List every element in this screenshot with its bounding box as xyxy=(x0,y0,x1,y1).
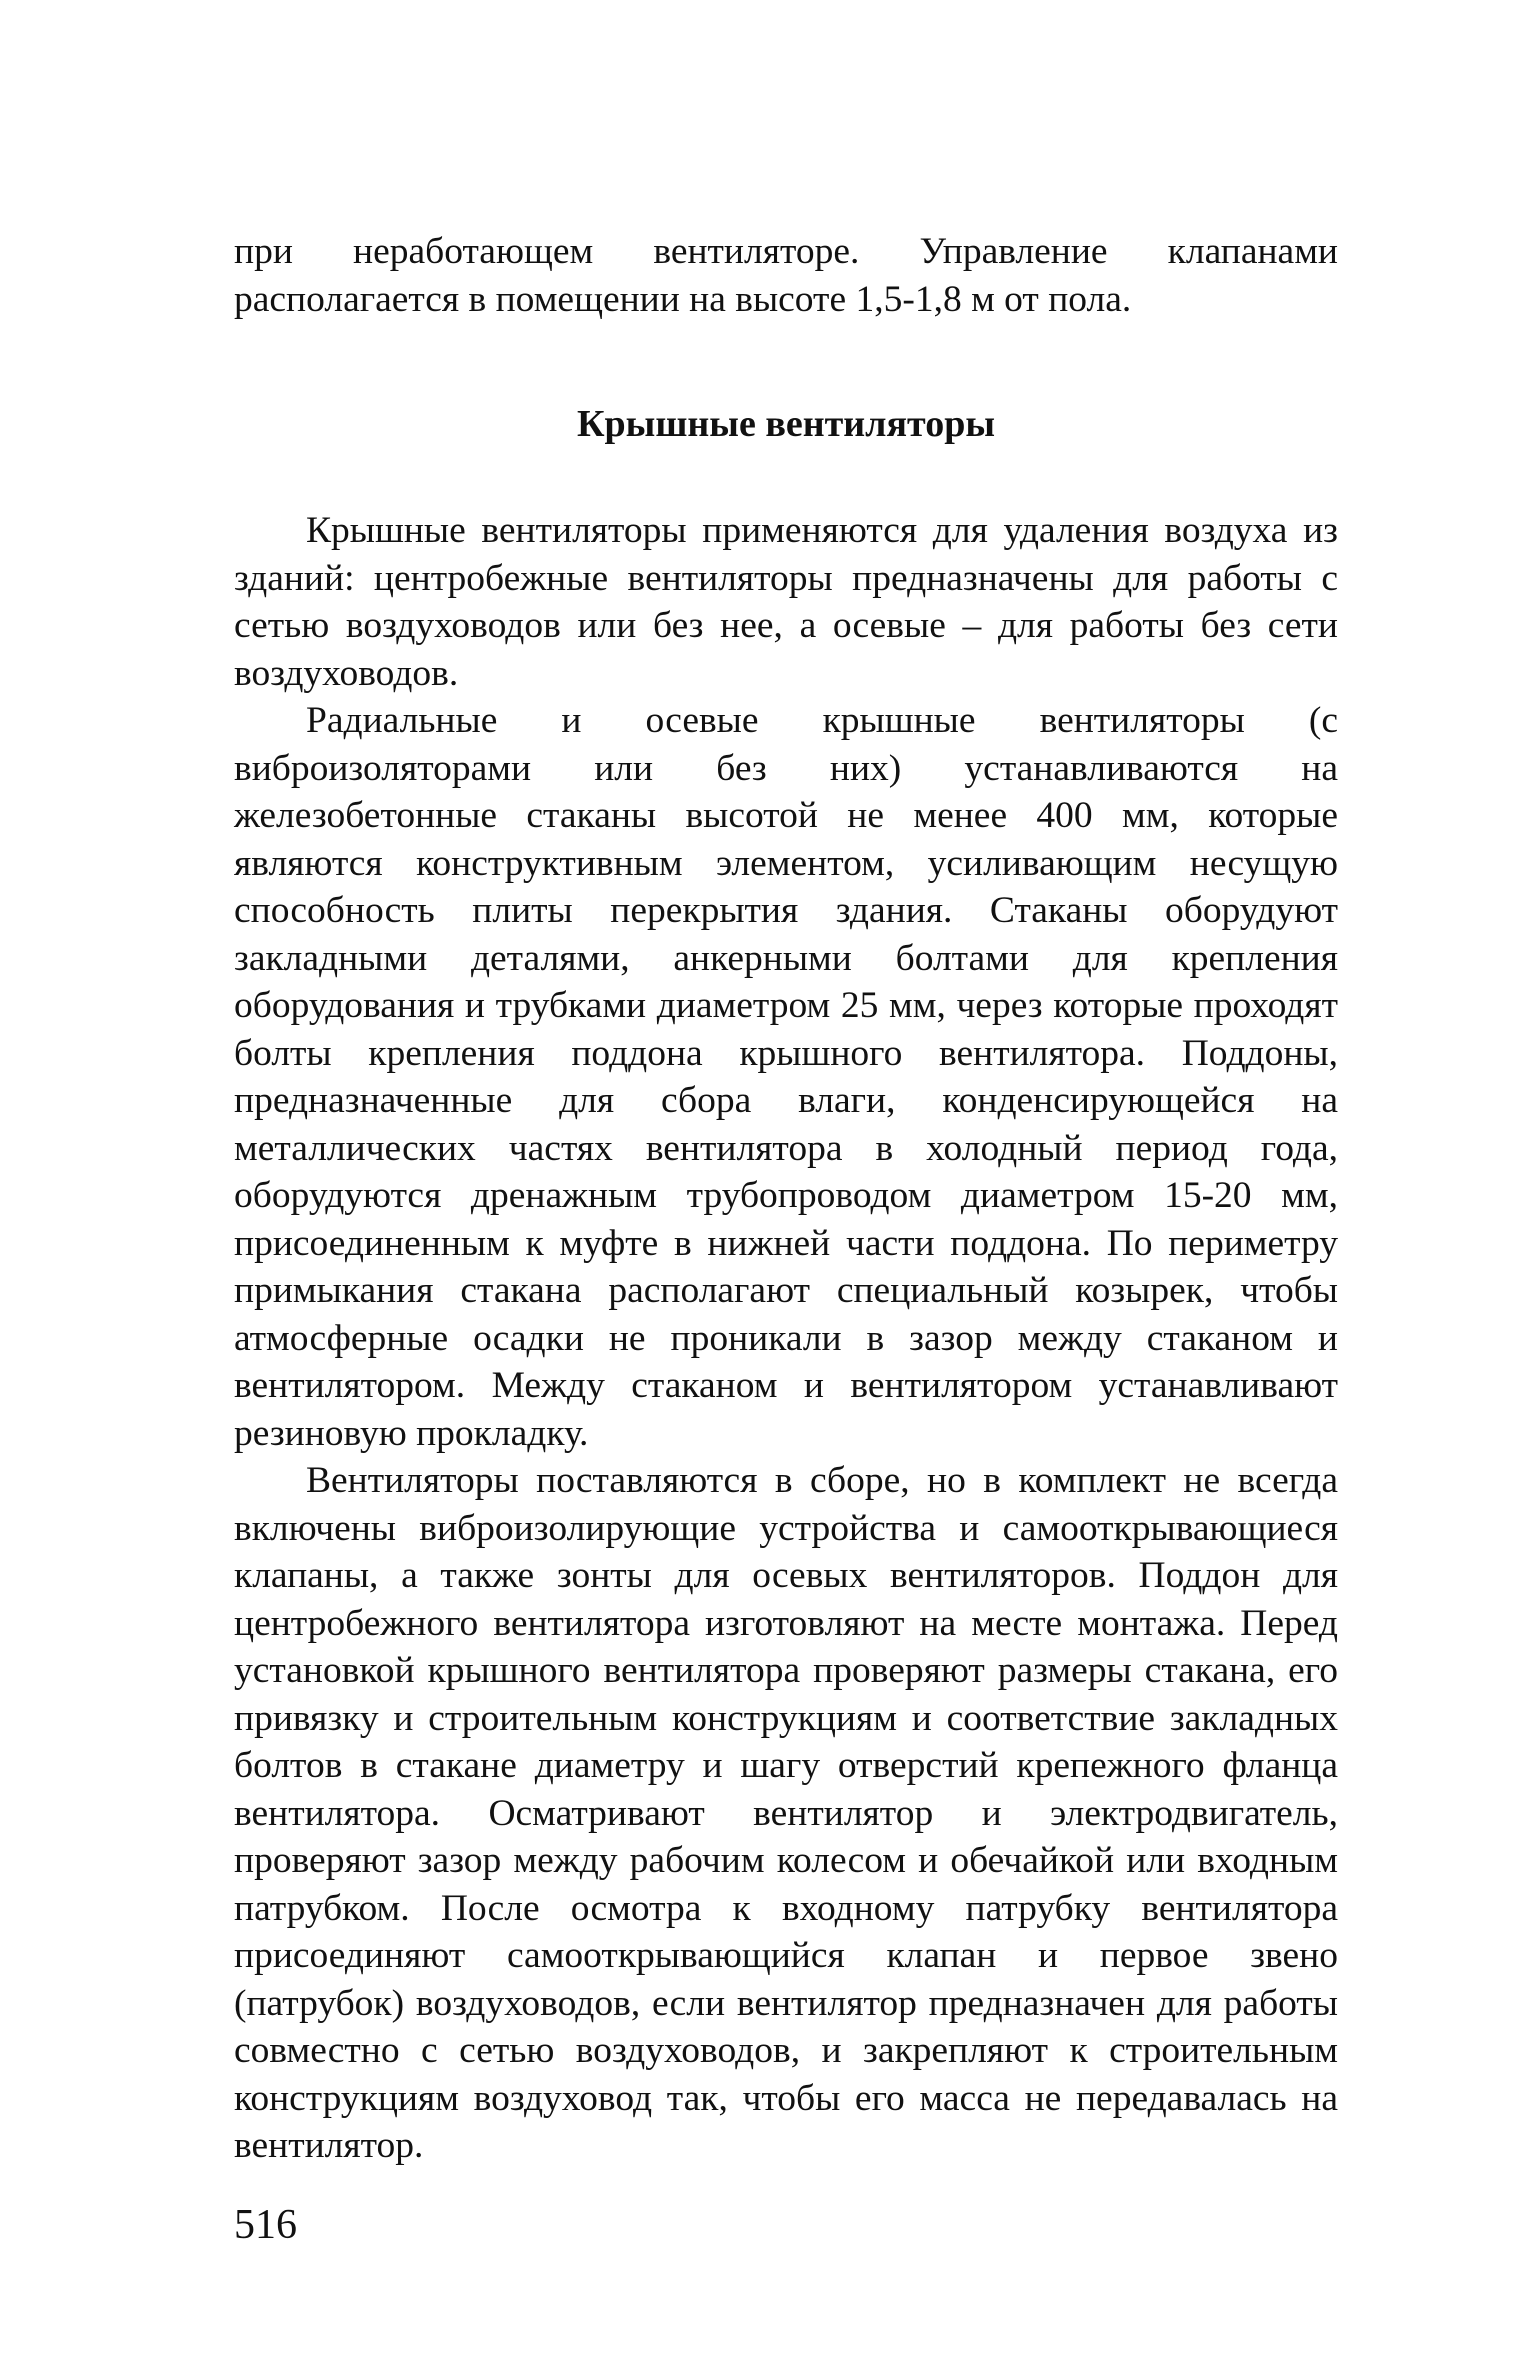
paragraph-1: Крышные вентиляторы применяются для удаления воздуха из зданий: центробежные вентиляторы предназначены для работы с сетью воздуховодов или без нее, а осевые – для работы без сети воздуховодов. xyxy=(234,510,1338,694)
intro-paragraph: при неработающем вентиляторе. Управление клапанами располагается в помещении на высоте 1,5-1,8 м от пола. xyxy=(234,231,1338,320)
paragraph-2: Радиальные и осевые крышные вентиляторы (с виброизоляторами или без них) устанавливаются на железобетонные стаканы высотой не менее 400 мм, которые являются конструктивным элементом, усиливающим несущую способность плиты перекрытия здания. Стаканы оборудуют закладными деталями, анкерными болтами для крепления оборудования и трубками диаметром 25 мм, через которые проходят болты крепления поддона крышного вентилятора. Поддоны, предназначенные для сбора влаги, конденсирующейся на металлических частях вентилятора в холодный период года, оборудуются дренажным трубопроводом диаметром 15-20 мм, присоединенным к муфте в нижней части поддона. По периметру примыкания стакана располагают специальный козырек, чтобы атмосферные осадки не проникали в зазор между стаканом и вентилятором. Между стаканом и вентилятором устанавливают резиновую прокладку. xyxy=(234,700,1338,1454)
section-body xyxy=(234,507,1338,2170)
page-number: 516 xyxy=(234,2202,297,2248)
section-heading: Крышные вентиляторы xyxy=(576,403,996,445)
paragraph-3: Вентиляторы поставляются в сборе, но в комплект не всегда включены виброизолирующие устройства и самооткрывающиеся клапаны, а также зонты для осевых вентиляторов. Поддон для центробежного вентилятора изготовляют на месте монтажа. Перед установкой крышного вентилятора проверяют размеры стакана, его привязку и строительным конструкциям и соответствие закладных болтов в стакане диаметру и шагу отверстий крепежного фланца вентилятора. Осматривают вентилятор и электродвигатель, проверяют зазор между рабочим колесом и обечайкой или входным патрубком. После осмотра к входному патрубку вентилятора присоединяют самооткрывающийся клапан и первое звено (патрубок) воздуховодов, если вентилятор предназначен для работы совместно с сетью воздуховодов, и закрепляют к строительным конструкциям воздуховод так, чтобы его масса не передавалась на вентилятор. xyxy=(234,1460,1338,2166)
